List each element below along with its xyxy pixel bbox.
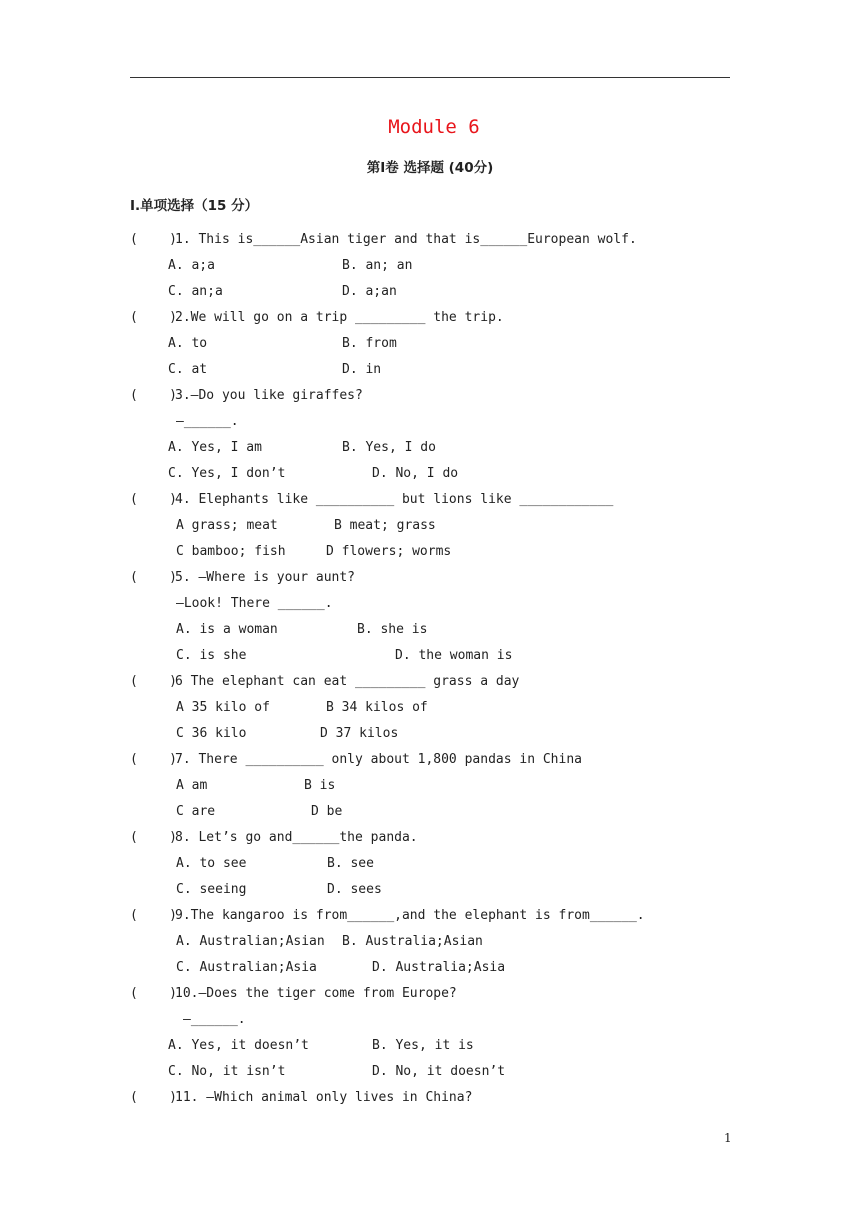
option-text: B. she is bbox=[357, 622, 428, 637]
question-text: 10.—Does the tiger come from Europe? bbox=[175, 986, 457, 1001]
question-line bbox=[130, 570, 356, 586]
page-title: Module 6 bbox=[388, 116, 480, 138]
option-text: C. Australian;Asia bbox=[176, 960, 317, 975]
page-number: 1 bbox=[724, 1131, 732, 1145]
question-line bbox=[130, 388, 363, 404]
option-text: A. to see bbox=[176, 856, 247, 871]
answer-paren: ( ) bbox=[130, 570, 177, 585]
question-text: 7. There __________ only about 1,800 pandas in China bbox=[175, 752, 582, 767]
option-text: A am bbox=[176, 778, 208, 793]
option-text: D. a;an bbox=[342, 284, 397, 299]
question-line bbox=[130, 492, 614, 508]
question-text: 8. Let’s go and______the panda. bbox=[175, 830, 418, 845]
option-text: D 37 kilos bbox=[320, 726, 399, 741]
question-text: 4. Elephants like __________ but lions like ____________ bbox=[175, 492, 614, 507]
question-line bbox=[130, 986, 457, 1002]
question-text: 1. This is______Asian tiger and that is______European wolf. bbox=[175, 232, 637, 247]
option-text: C. seeing bbox=[176, 882, 247, 897]
option-text: C. Yes, I don’t bbox=[168, 466, 286, 481]
option-text: B. Australia;Asian bbox=[342, 934, 483, 949]
answer-paren: ( ) bbox=[130, 388, 177, 403]
question-line bbox=[130, 310, 504, 326]
option-text: B. from bbox=[342, 336, 397, 351]
question-text: 6 The elephant can eat _________ grass a day bbox=[175, 674, 520, 689]
option-text: C 36 kilo bbox=[176, 726, 247, 741]
option-text: C. is she bbox=[176, 648, 247, 663]
question-text: 5. —Where is your aunt? bbox=[175, 570, 356, 585]
question-text: 9.The kangaroo is from______,and the elephant is from______. bbox=[175, 908, 645, 923]
option-text: D. No, I do bbox=[372, 466, 459, 481]
question-line bbox=[130, 232, 637, 248]
option-text: —______. bbox=[176, 414, 239, 429]
option-text: D flowers; worms bbox=[326, 544, 452, 559]
option-text: —Look! There ______. bbox=[176, 596, 333, 611]
question-line bbox=[130, 752, 582, 768]
option-text: A. a;a bbox=[168, 258, 215, 273]
answer-paren: ( ) bbox=[130, 1090, 177, 1105]
option-text: D. No, it doesn’t bbox=[372, 1064, 506, 1079]
option-text: —______. bbox=[183, 1012, 246, 1027]
option-text: B. Yes, I do bbox=[342, 440, 436, 455]
answer-paren: ( ) bbox=[130, 752, 177, 767]
option-text: D. in bbox=[342, 362, 382, 377]
option-text: A 35 kilo of bbox=[176, 700, 270, 715]
answer-paren: ( ) bbox=[130, 232, 177, 247]
option-text: C bamboo; fish bbox=[176, 544, 286, 559]
question-text: 3.—Do you like giraffes? bbox=[175, 388, 363, 403]
answer-paren: ( ) bbox=[130, 310, 177, 325]
answer-paren: ( ) bbox=[130, 674, 177, 689]
question-line bbox=[130, 1090, 473, 1106]
option-text: B. see bbox=[327, 856, 374, 871]
option-text: A. Australian;Asian bbox=[176, 934, 325, 949]
option-text: B 34 kilos of bbox=[326, 700, 428, 715]
option-text: A. to bbox=[168, 336, 208, 351]
option-text: C. an;a bbox=[168, 284, 223, 299]
option-text: B. Yes, it is bbox=[372, 1038, 474, 1053]
option-text: C. No, it isn’t bbox=[168, 1064, 286, 1079]
question-text: 2.We will go on a trip _________ the trip. bbox=[175, 310, 504, 325]
option-text: B is bbox=[304, 778, 336, 793]
option-text: C are bbox=[176, 804, 216, 819]
question-line bbox=[130, 674, 520, 690]
question-line bbox=[130, 908, 645, 924]
option-text: D. sees bbox=[327, 882, 382, 897]
header-rule bbox=[130, 77, 730, 78]
option-text: B. an; an bbox=[342, 258, 413, 273]
option-text: D be bbox=[311, 804, 343, 819]
answer-paren: ( ) bbox=[130, 830, 177, 845]
option-text: D. Australia;Asia bbox=[372, 960, 506, 975]
question-text: 11. —Which animal only lives in China? bbox=[175, 1090, 473, 1105]
option-text: A grass; meat bbox=[176, 518, 278, 533]
answer-paren: ( ) bbox=[130, 492, 177, 507]
option-text: C. at bbox=[168, 362, 208, 377]
answer-paren: ( ) bbox=[130, 908, 177, 923]
section-heading: I.单项选择（15 分） bbox=[130, 198, 259, 214]
question-line bbox=[130, 830, 418, 846]
option-text: D. the woman is bbox=[395, 648, 513, 663]
option-text: B meat; grass bbox=[334, 518, 436, 533]
part-heading: 第Ⅰ卷 选择题 (40分) bbox=[366, 160, 494, 176]
option-text: A. Yes, I am bbox=[168, 440, 262, 455]
answer-paren: ( ) bbox=[130, 986, 177, 1001]
option-text: A. is a woman bbox=[176, 622, 278, 637]
option-text: A. Yes, it doesn’t bbox=[168, 1038, 309, 1053]
